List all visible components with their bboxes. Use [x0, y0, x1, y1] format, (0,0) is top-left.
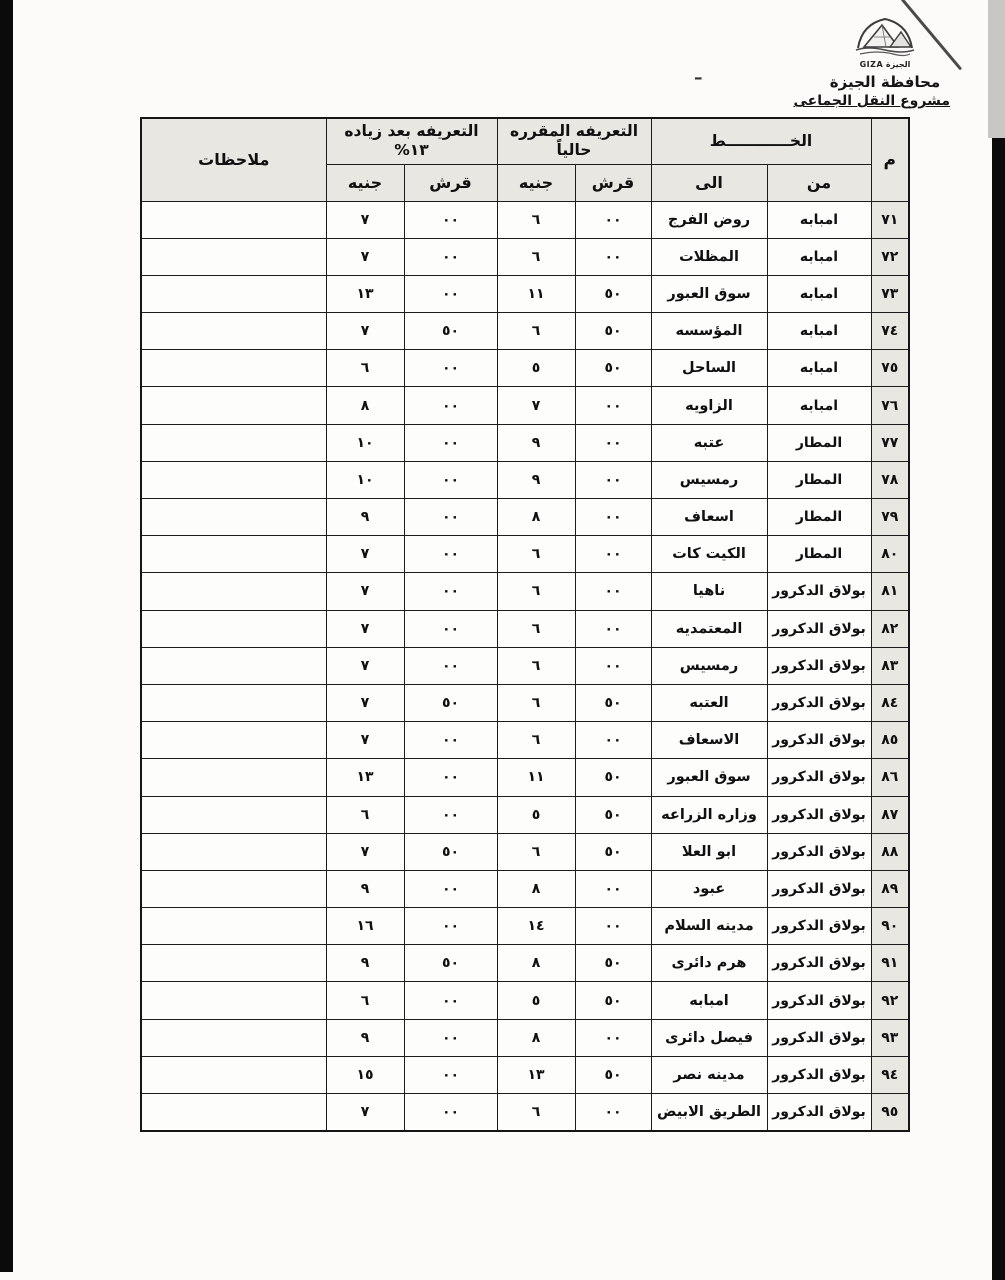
- current-qirsh-cell: ٥٠: [575, 945, 651, 982]
- current-genih-cell: ١٤: [497, 908, 575, 945]
- to-cell: اسعاف: [651, 499, 767, 536]
- header-notes: ملاحظات: [141, 118, 326, 201]
- row-num-cell: ٧٦: [871, 387, 909, 424]
- current-qirsh-cell: ٥٠: [575, 833, 651, 870]
- increased-qirsh-cell: ٠٠: [404, 573, 497, 610]
- notes-cell: [141, 722, 326, 759]
- increased-genih-cell: ٩: [326, 1019, 404, 1056]
- to-cell: الطريق الابيض: [651, 1094, 767, 1131]
- table-header: [141, 118, 909, 201]
- to-cell: الساحل: [651, 350, 767, 387]
- giza-pyramids-logo-icon: [848, 12, 922, 62]
- increased-qirsh-cell: ٠٠: [404, 1056, 497, 1093]
- table-row: [141, 796, 909, 833]
- scan-edge-left: [0, 0, 13, 1272]
- increased-genih-cell: ٦: [326, 982, 404, 1019]
- increased-qirsh-cell: ٠٠: [404, 238, 497, 275]
- current-qirsh-cell: ٥٠: [575, 796, 651, 833]
- increased-genih-cell: ٧: [326, 1094, 404, 1131]
- increased-qirsh-cell: ٠٠: [404, 424, 497, 461]
- current-genih-cell: ٥: [497, 350, 575, 387]
- header-increased-qirsh: قرش: [404, 164, 497, 201]
- to-cell: عبود: [651, 870, 767, 907]
- increased-genih-cell: ١٥: [326, 1056, 404, 1093]
- to-cell: العتبه: [651, 684, 767, 721]
- increased-qirsh-cell: ٠٠: [404, 759, 497, 796]
- current-genih-cell: ٦: [497, 1094, 575, 1131]
- current-genih-cell: ٦: [497, 647, 575, 684]
- header-line-group: الخــــــــــــط: [651, 118, 871, 164]
- row-num-cell: ٨٨: [871, 833, 909, 870]
- row-num-cell: ٧٥: [871, 350, 909, 387]
- to-cell: رمسيس: [651, 647, 767, 684]
- row-num-cell: ٨٥: [871, 722, 909, 759]
- row-num-cell: ٩٤: [871, 1056, 909, 1093]
- notes-cell: [141, 759, 326, 796]
- table-row: [141, 610, 909, 647]
- table-row: [141, 982, 909, 1019]
- from-cell: بولاق الدكرور: [767, 1094, 871, 1131]
- increased-genih-cell: ١٠: [326, 424, 404, 461]
- from-cell: المطار: [767, 461, 871, 498]
- current-genih-cell: ٦: [497, 684, 575, 721]
- from-cell: بولاق الدكرور: [767, 647, 871, 684]
- increased-qirsh-cell: ٠٠: [404, 796, 497, 833]
- increased-genih-cell: ٧: [326, 833, 404, 870]
- increased-qirsh-cell: ٥٠: [404, 313, 497, 350]
- increased-qirsh-cell: ٠٠: [404, 387, 497, 424]
- header-to: الى: [651, 164, 767, 201]
- to-cell: امبابه: [651, 982, 767, 1019]
- header-increased-tariff-group: [326, 118, 497, 164]
- current-genih-cell: ٦: [497, 610, 575, 647]
- increased-genih-cell: ٧: [326, 684, 404, 721]
- table-body: [141, 201, 909, 1131]
- notes-cell: [141, 1094, 326, 1131]
- to-cell: الكيت كات: [651, 536, 767, 573]
- increased-genih-cell: ٩: [326, 870, 404, 907]
- current-genih-cell: ٨: [497, 1019, 575, 1056]
- from-cell: امبابه: [767, 238, 871, 275]
- current-genih-cell: ٦: [497, 313, 575, 350]
- to-cell: سوق العبور: [651, 759, 767, 796]
- row-num-cell: ٨٠: [871, 536, 909, 573]
- current-qirsh-cell: ٥٠: [575, 684, 651, 721]
- table-row: [141, 275, 909, 312]
- to-cell: هرم دائرى: [651, 945, 767, 982]
- table-row: [141, 1094, 909, 1131]
- row-num-cell: ٨٢: [871, 610, 909, 647]
- table-row: [141, 1056, 909, 1093]
- table-row: [141, 201, 909, 238]
- table-row: [141, 759, 909, 796]
- current-qirsh-cell: ٠٠: [575, 610, 651, 647]
- table-row: [141, 461, 909, 498]
- current-genih-cell: ٦: [497, 201, 575, 238]
- increased-qirsh-cell: ٠٠: [404, 647, 497, 684]
- to-cell: مدينه نصر: [651, 1056, 767, 1093]
- current-qirsh-cell: ٠٠: [575, 387, 651, 424]
- header-current-genih: جنيه: [497, 164, 575, 201]
- table-row: [141, 870, 909, 907]
- row-num-cell: ٨٧: [871, 796, 909, 833]
- row-num-cell: ٩٠: [871, 908, 909, 945]
- header-num: م: [871, 118, 909, 201]
- increased-genih-cell: ٧: [326, 610, 404, 647]
- increased-genih-cell: ١٦: [326, 908, 404, 945]
- increased-qirsh-cell: ٠٠: [404, 610, 497, 647]
- increased-qirsh-cell: ٠٠: [404, 870, 497, 907]
- row-num-cell: ٧٩: [871, 499, 909, 536]
- increased-genih-cell: ١٠: [326, 461, 404, 498]
- current-qirsh-cell: ٥٠: [575, 759, 651, 796]
- current-qirsh-cell: ٠٠: [575, 536, 651, 573]
- stray-dash-mark: –: [694, 68, 703, 88]
- current-qirsh-cell: ٥٠: [575, 982, 651, 1019]
- current-genih-cell: ٥: [497, 796, 575, 833]
- notes-cell: [141, 238, 326, 275]
- from-cell: بولاق الدكرور: [767, 1019, 871, 1056]
- current-qirsh-cell: ٥٠: [575, 275, 651, 312]
- current-qirsh-cell: ٠٠: [575, 1094, 651, 1131]
- scan-edge-right-top: [988, 0, 1005, 138]
- increased-qirsh-cell: ٠٠: [404, 350, 497, 387]
- current-genih-cell: ٨: [497, 945, 575, 982]
- to-cell: المظلات: [651, 238, 767, 275]
- table-row: [141, 499, 909, 536]
- from-cell: بولاق الدكرور: [767, 870, 871, 907]
- increased-genih-cell: ٧: [326, 647, 404, 684]
- notes-cell: [141, 275, 326, 312]
- from-cell: بولاق الدكرور: [767, 684, 871, 721]
- table-row: [141, 1019, 909, 1056]
- table-row: [141, 573, 909, 610]
- row-num-cell: ٨٣: [871, 647, 909, 684]
- to-cell: روض الفرج: [651, 201, 767, 238]
- notes-cell: [141, 833, 326, 870]
- current-qirsh-cell: ٠٠: [575, 908, 651, 945]
- increased-qirsh-cell: ٥٠: [404, 684, 497, 721]
- to-cell: ناهيا: [651, 573, 767, 610]
- increased-genih-cell: ١٣: [326, 759, 404, 796]
- to-cell: المعتمديه: [651, 610, 767, 647]
- increased-genih-cell: ٧: [326, 201, 404, 238]
- from-cell: المطار: [767, 499, 871, 536]
- row-num-cell: ٩٣: [871, 1019, 909, 1056]
- table-row: [141, 238, 909, 275]
- header-increased-tariff-line2: ١٣%: [394, 141, 429, 160]
- table-row: [141, 945, 909, 982]
- increased-qirsh-cell: ٠٠: [404, 201, 497, 238]
- notes-cell: [141, 945, 326, 982]
- row-num-cell: ٨٦: [871, 759, 909, 796]
- header-current-tariff-line2: حالياً: [556, 141, 592, 160]
- current-genih-cell: ١١: [497, 275, 575, 312]
- from-cell: المطار: [767, 536, 871, 573]
- row-num-cell: ٧٣: [871, 275, 909, 312]
- notes-cell: [141, 350, 326, 387]
- notes-cell: [141, 201, 326, 238]
- increased-genih-cell: ٧: [326, 313, 404, 350]
- notes-cell: [141, 573, 326, 610]
- from-cell: بولاق الدكرور: [767, 610, 871, 647]
- header-current-tariff-line1: التعريفه المقرره: [509, 121, 639, 140]
- current-genih-cell: ٦: [497, 833, 575, 870]
- current-qirsh-cell: ٥٠: [575, 313, 651, 350]
- notes-cell: [141, 536, 326, 573]
- current-qirsh-cell: ٠٠: [575, 647, 651, 684]
- from-cell: بولاق الدكرور: [767, 759, 871, 796]
- row-num-cell: ٨١: [871, 573, 909, 610]
- from-cell: بولاق الدكرور: [767, 1056, 871, 1093]
- increased-genih-cell: ٦: [326, 350, 404, 387]
- current-genih-cell: ١٣: [497, 1056, 575, 1093]
- current-genih-cell: ٨: [497, 499, 575, 536]
- logo-caption: الجيزة GIZA: [859, 60, 911, 69]
- current-qirsh-cell: ٥٠: [575, 350, 651, 387]
- to-cell: الزاويه: [651, 387, 767, 424]
- notes-cell: [141, 1056, 326, 1093]
- to-cell: سوق العبور: [651, 275, 767, 312]
- increased-qirsh-cell: ٥٠: [404, 833, 497, 870]
- from-cell: المطار: [767, 424, 871, 461]
- to-cell: عتبه: [651, 424, 767, 461]
- row-num-cell: ٩٥: [871, 1094, 909, 1131]
- increased-genih-cell: ٩: [326, 945, 404, 982]
- increased-genih-cell: ٧: [326, 573, 404, 610]
- to-cell: المؤسسه: [651, 313, 767, 350]
- increased-qirsh-cell: ٠٠: [404, 982, 497, 1019]
- notes-cell: [141, 313, 326, 350]
- from-cell: بولاق الدكرور: [767, 833, 871, 870]
- table-row: [141, 908, 909, 945]
- row-num-cell: ٨٤: [871, 684, 909, 721]
- header-increased-genih: جنيه: [326, 164, 404, 201]
- current-genih-cell: ٦: [497, 238, 575, 275]
- current-qirsh-cell: ٠٠: [575, 201, 651, 238]
- increased-qirsh-cell: ٠٠: [404, 536, 497, 573]
- current-genih-cell: ٧: [497, 387, 575, 424]
- from-cell: امبابه: [767, 275, 871, 312]
- increased-qirsh-cell: ٠٠: [404, 461, 497, 498]
- row-num-cell: ٩٢: [871, 982, 909, 1019]
- notes-cell: [141, 796, 326, 833]
- notes-cell: [141, 1019, 326, 1056]
- header-current-tariff-group: [497, 118, 651, 164]
- fare-table: [140, 117, 910, 1132]
- notes-cell: [141, 870, 326, 907]
- row-num-cell: ٩١: [871, 945, 909, 982]
- to-cell: الاسعاف: [651, 722, 767, 759]
- increased-qirsh-cell: ٠٠: [404, 908, 497, 945]
- increased-qirsh-cell: ٠٠: [404, 499, 497, 536]
- table-row: [141, 684, 909, 721]
- row-num-cell: ٧٤: [871, 313, 909, 350]
- header-current-qirsh: قرش: [575, 164, 651, 201]
- increased-genih-cell: ٧: [326, 238, 404, 275]
- org-name: محافظة الجيزة: [829, 73, 941, 91]
- from-cell: بولاق الدكرور: [767, 945, 871, 982]
- from-cell: بولاق الدكرور: [767, 796, 871, 833]
- increased-genih-cell: ٨: [326, 387, 404, 424]
- table-row: [141, 647, 909, 684]
- row-num-cell: ٧٧: [871, 424, 909, 461]
- from-cell: بولاق الدكرور: [767, 982, 871, 1019]
- table-row: [141, 387, 909, 424]
- from-cell: بولاق الدكرور: [767, 573, 871, 610]
- table-row: [141, 313, 909, 350]
- increased-qirsh-cell: ٠٠: [404, 1019, 497, 1056]
- table-row: [141, 833, 909, 870]
- notes-cell: [141, 387, 326, 424]
- increased-genih-cell: ٧: [326, 536, 404, 573]
- notes-cell: [141, 610, 326, 647]
- from-cell: امبابه: [767, 387, 871, 424]
- notes-cell: [141, 499, 326, 536]
- header-increased-tariff-line1: التعريفه بعد زياده: [344, 121, 479, 140]
- current-qirsh-cell: ٠٠: [575, 722, 651, 759]
- notes-cell: [141, 461, 326, 498]
- notes-cell: [141, 982, 326, 1019]
- current-genih-cell: ٨: [497, 870, 575, 907]
- current-qirsh-cell: ٥٠: [575, 1056, 651, 1093]
- notes-cell: [141, 908, 326, 945]
- row-num-cell: ٨٩: [871, 870, 909, 907]
- table-row: [141, 722, 909, 759]
- increased-genih-cell: ٦: [326, 796, 404, 833]
- from-cell: امبابه: [767, 201, 871, 238]
- to-cell: فيصل دائرى: [651, 1019, 767, 1056]
- current-genih-cell: ٩: [497, 461, 575, 498]
- from-cell: امبابه: [767, 313, 871, 350]
- current-genih-cell: ٩: [497, 424, 575, 461]
- current-qirsh-cell: ٠٠: [575, 870, 651, 907]
- letterhead: [793, 12, 950, 109]
- from-cell: بولاق الدكرور: [767, 908, 871, 945]
- table-row: [141, 424, 909, 461]
- current-qirsh-cell: ٠٠: [575, 461, 651, 498]
- row-num-cell: ٧٨: [871, 461, 909, 498]
- increased-qirsh-cell: ٠٠: [404, 1094, 497, 1131]
- scan-edge-right: [992, 0, 1005, 1280]
- increased-genih-cell: ٩: [326, 499, 404, 536]
- current-qirsh-cell: ٠٠: [575, 238, 651, 275]
- current-genih-cell: ٥: [497, 982, 575, 1019]
- table-row: [141, 350, 909, 387]
- increased-qirsh-cell: ٠٠: [404, 722, 497, 759]
- current-qirsh-cell: ٠٠: [575, 424, 651, 461]
- current-genih-cell: ١١: [497, 759, 575, 796]
- increased-qirsh-cell: ٠٠: [404, 275, 497, 312]
- current-qirsh-cell: ٠٠: [575, 1019, 651, 1056]
- from-cell: امبابه: [767, 350, 871, 387]
- current-genih-cell: ٦: [497, 573, 575, 610]
- table-row: [141, 536, 909, 573]
- increased-qirsh-cell: ٥٠: [404, 945, 497, 982]
- current-genih-cell: ٦: [497, 536, 575, 573]
- to-cell: رمسيس: [651, 461, 767, 498]
- row-num-cell: ٧٢: [871, 238, 909, 275]
- current-qirsh-cell: ٠٠: [575, 499, 651, 536]
- to-cell: مدينه السلام: [651, 908, 767, 945]
- project-name: مشروع النقل الجماعى: [793, 93, 950, 109]
- notes-cell: [141, 424, 326, 461]
- row-num-cell: ٧١: [871, 201, 909, 238]
- to-cell: وزاره الزراعه: [651, 796, 767, 833]
- current-qirsh-cell: ٠٠: [575, 573, 651, 610]
- notes-cell: [141, 647, 326, 684]
- increased-genih-cell: ٧: [326, 722, 404, 759]
- to-cell: ابو العلا: [651, 833, 767, 870]
- from-cell: بولاق الدكرور: [767, 722, 871, 759]
- notes-cell: [141, 684, 326, 721]
- increased-genih-cell: ١٣: [326, 275, 404, 312]
- current-genih-cell: ٦: [497, 722, 575, 759]
- header-from: من: [767, 164, 871, 201]
